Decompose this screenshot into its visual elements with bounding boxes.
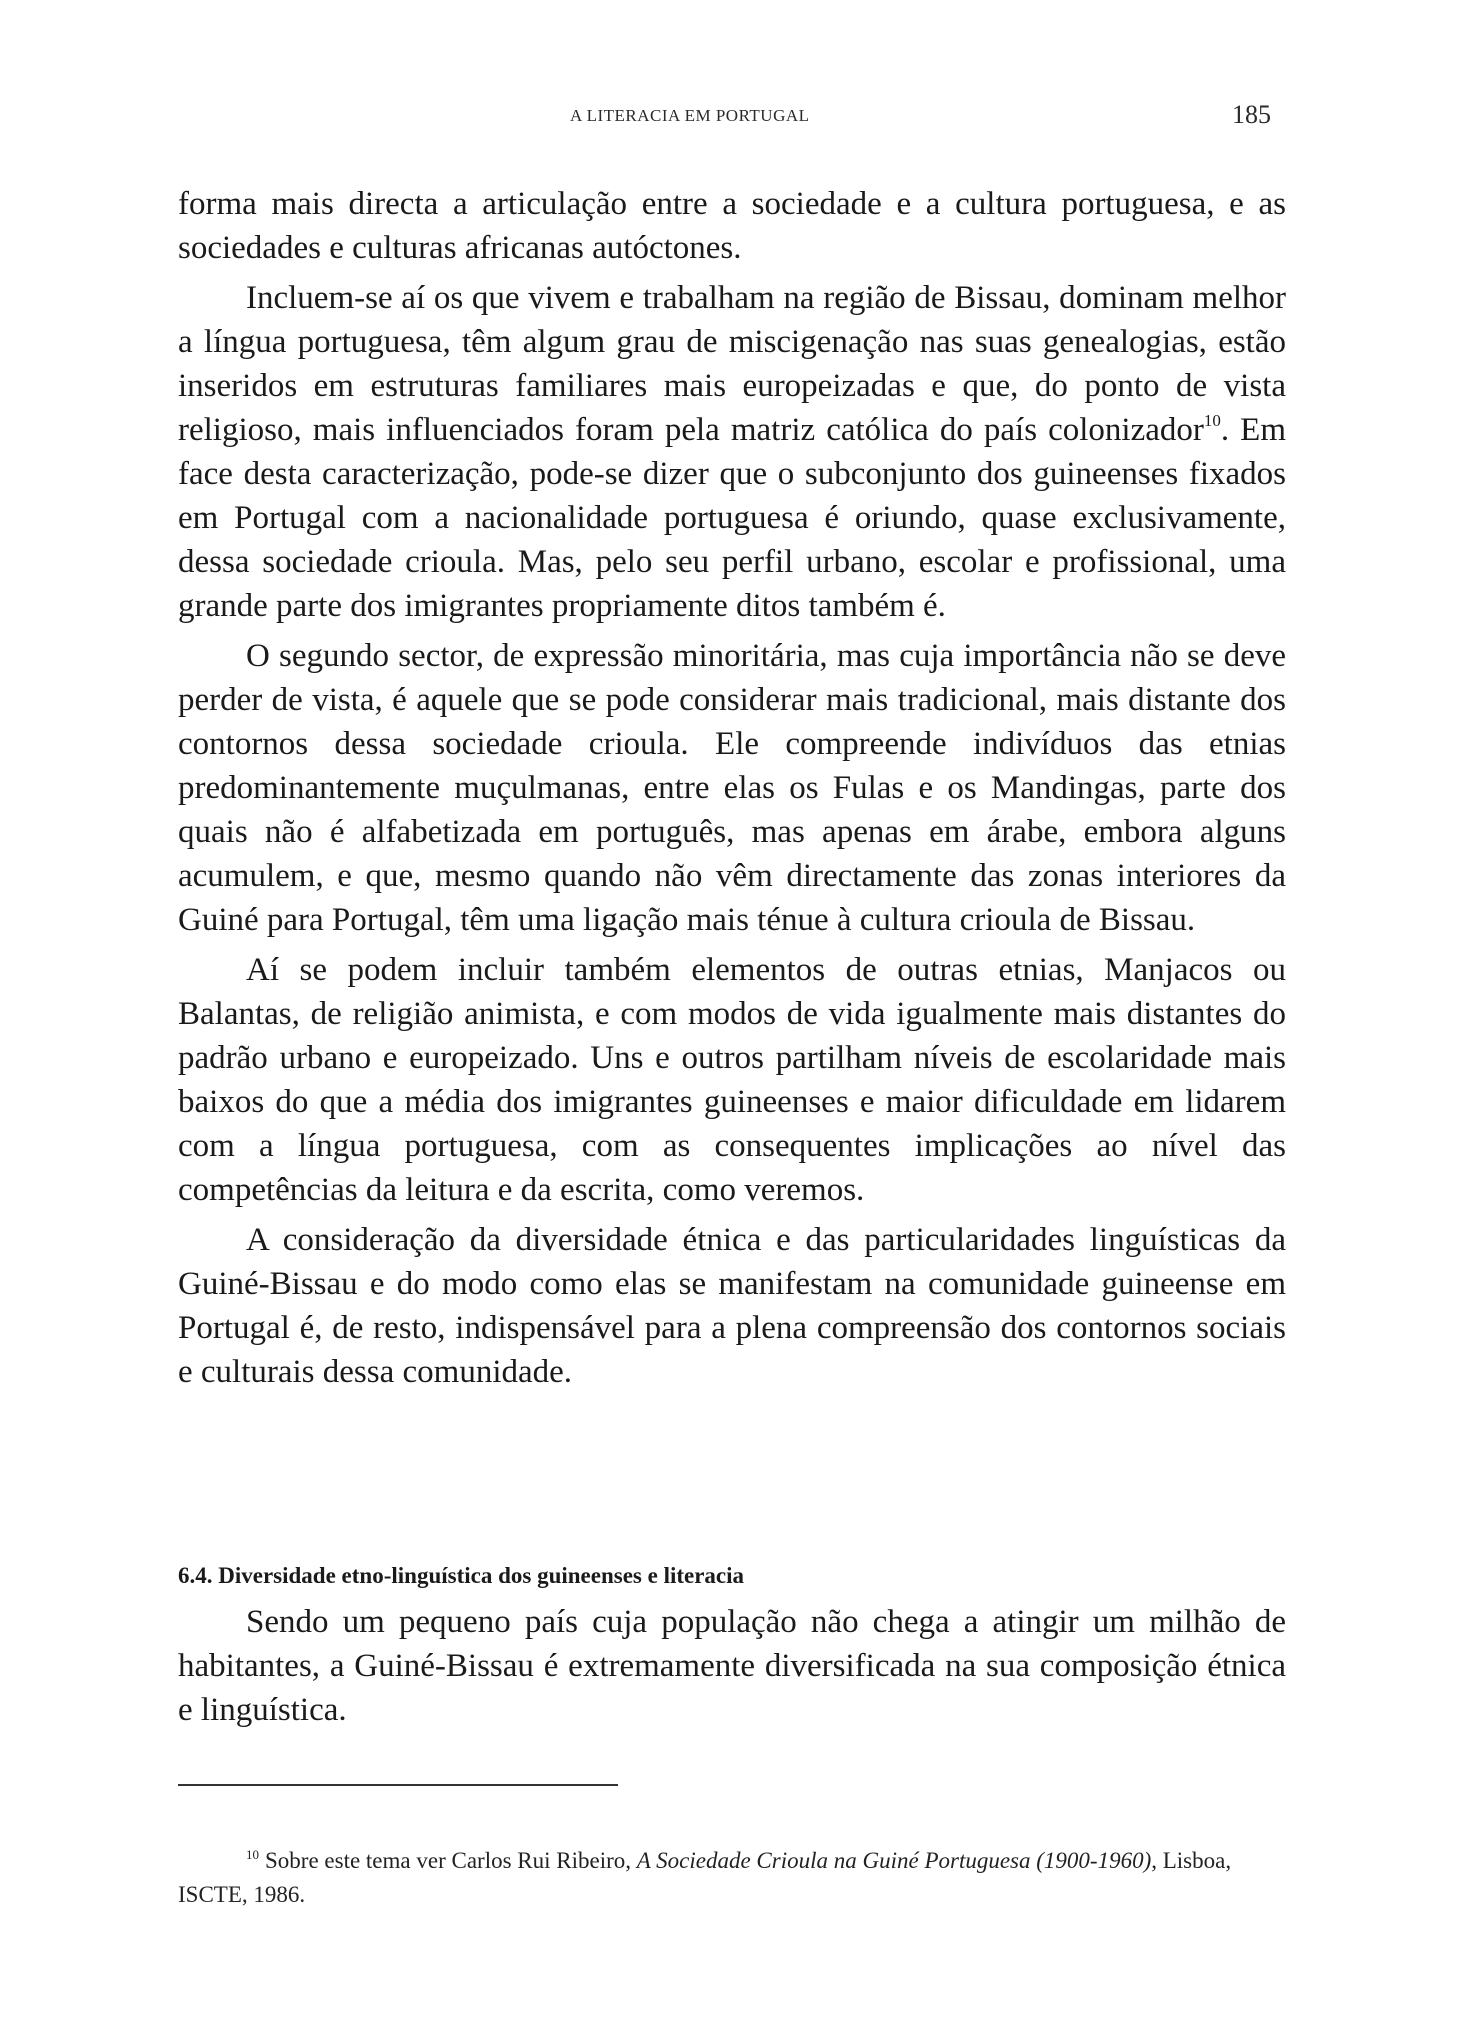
section-heading: 6.4. Diversidade etno-linguística dos guineenses e literacia bbox=[178, 1563, 745, 1588]
page-number: 185 bbox=[1232, 100, 1271, 129]
paragraph-1: forma mais directa a articulação entre a sociedade e a cultura portuguesa, e as sociedades e culturas africanas autóctones. bbox=[178, 186, 1286, 266]
footnote-book-title: A Sociedade Crioula na Guiné Portuguesa (1900-1960) bbox=[636, 1848, 1152, 1873]
paragraph-5: A consideração da diversidade étnica e das particularidades linguísticas da Guiné-Bissau e do modo como elas se manifestam na comunidade guineense em Portugal é, de resto, indispensável para a plena compreensão dos contornos sociais e culturais dessa comunidade. bbox=[178, 1222, 1286, 1390]
footnote-reference[interactable]: 10 bbox=[1203, 411, 1221, 430]
footnote-divider bbox=[178, 1784, 618, 1786]
section-text bbox=[178, 1600, 1286, 1732]
running-head: A LITERACIA EM PORTUGAL bbox=[570, 106, 810, 125]
footnote bbox=[178, 1838, 1286, 1912]
paragraph-2-part-b: . Em face desta caracterização, pode-se dizer que o subconjunto dos guineenses fixados em Portugal com a nacionalidade portuguesa é oriundo, quase exclusivamente, dessa sociedade crioula. Mas, pelo seu perfil urbano, escolar e profissional, uma grande parte dos imigrantes propriamente ditos também é. bbox=[178, 412, 1287, 624]
paragraph-3: O segundo sector, de expressão minoritária, mas cuja importância não se deve perder de vista, é aquele que se pode considerar mais tradicional, mais distante dos contornos dessa sociedade crioula. Ele compreende indivíduos das etnias predominantemente muçulmanas, entre elas os Fulas e os Mandingas, parte dos quais não é alfabetizada em português, mas apenas em árabe, embora alguns acumulem, e que, mesmo quando não vêm directamente das zonas interiores da Guiné para Portugal, têm uma ligação mais ténue à cultura crioula de Bissau. bbox=[178, 638, 1286, 938]
paragraph-4: Aí se podem incluir também elementos de outras etnias, Manjacos ou Balantas, de religião animista, e com modos de vida igualmente mais distantes do padrão urbano e europeizado. Uns e outros partilham níveis de escolaridade mais baixos do que a média dos imigrantes guineenses e maior dificuldade em lidarem com a língua portuguesa, com as consequentes implicações ao nível das competências da leitura e da escrita, como veremos. bbox=[178, 952, 1286, 1208]
footnote-marker: 10 bbox=[246, 1847, 259, 1862]
section-paragraph-1: Sendo um pequeno país cuja população não chega a atingir um milhão de habitantes, a Guiné-Bissau é extremamente diversificada na sua composição étnica e linguística. bbox=[178, 1604, 1286, 1728]
footnote-text-after: , Lisboa, ISCTE, 1986. bbox=[178, 1848, 1232, 1907]
paragraph-2-part-a: Incluem-se aí os que vivem e trabalham na região de Bissau, dominam melhor a língua portuguesa, têm algum grau de miscigenação nas suas genealogias, estão inseridos em estruturas familiares mais europeizadas e que, do ponto de vista religioso, mais influenciados foram pela matriz católica do país colonizador bbox=[178, 280, 1286, 448]
body-text bbox=[178, 182, 1286, 1394]
paragraph-2 bbox=[178, 276, 1286, 628]
footnote-text-before: Sobre este tema ver Carlos Rui Ribeiro, bbox=[265, 1848, 637, 1873]
